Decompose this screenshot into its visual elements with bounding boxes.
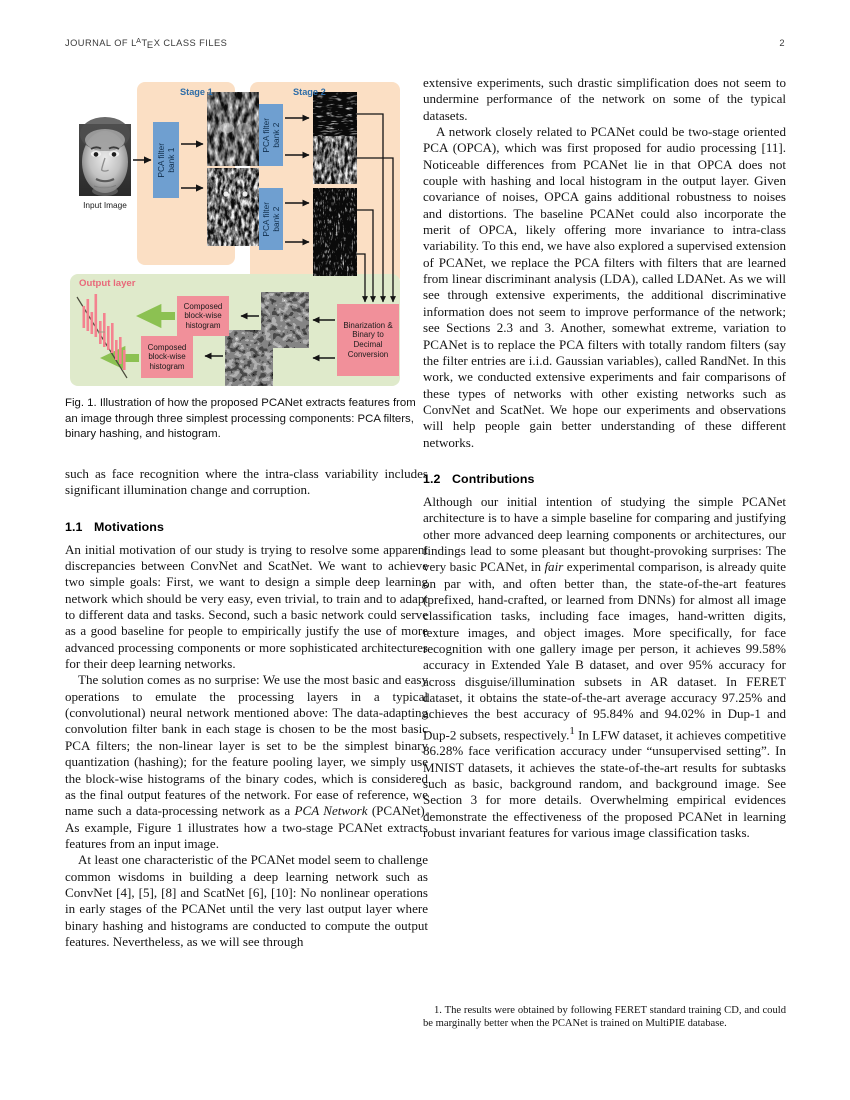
latex-logo-t: T [141,38,148,48]
output-layer-label: Output layer [79,278,136,289]
pca-filter-bank-2a [259,104,283,166]
pca-network-italic: PCA Network [294,803,368,819]
left-column [65,466,428,950]
contributions-part-b: experimental comparison, is already quite on par with, and often better than, the state-of-the-art features (prefixed, hand-crafted, or learned from DNNs) for almost all image classification tasks, including face images, hand-written digits, texture images, and object images. More specifically, for face recognition with one gallery image per person, it achieves 99.58% accuracy in Extended Yale B dataset, and over 95% accuracy for across disguise/illumination subsets in AR dataset. In FERET dataset, it obtains the state-of-the-art average accuracy 97.25% and achieves the best accuracy of 95.84% and 94.02% in Dup-1 and Dup-2 subsets, respectively. [423,559,786,743]
footnote-1-text: The results were obtained by following FERET standard training CD, and could be marginally better when the PCANet is trained on MultiPIE database. [423,1005,786,1030]
composed-histogram-box-2 [141,336,193,378]
stage1-feature-map-top [207,92,259,166]
right-paragraph-1: extensive experiments, such drastic simplification does not seem to undermine performance of the network on some of the typical datasets. [423,75,786,123]
latex-logo-l: L [131,38,137,48]
right-column [423,75,786,841]
page-number: 2 [779,38,785,48]
composed-histogram-box-1-label: Composed block-wise histogram [183,301,223,330]
input-face-image [79,117,131,196]
contributions-part-a: Although our initial intention of studying the simple PCANet architecture is to have a simple baseline for comparing and justifying other more advanced deep learning components or architectures, our findings lead to some pleasant but thought-provoking surprises: The very basic PCANet, in [423,493,786,575]
footnote-area [423,1004,786,1030]
stage-1-label: Stage 1 [180,87,213,97]
motivations-paragraph-1: An initial motivation of our study is trying to resolve some apparent discrepancies between ConvNet and ScatNet. We want to achieve two simple goals: First, we want to design a simple deep learning network which should be very easy, even trivial, to train and to adapt to different data and tasks. Second, such a basic network could serve as a good baseline for people to empirically justify the use of more advanced processing components or more sophisticated architectures for their deep learning networks. [65,541,428,672]
pca-filter-bank-2b [259,188,283,250]
journal-title-prefix: JOURNAL OF [65,38,132,48]
latex-logo-e: E [146,39,154,50]
pca-filter-bank-2a-label: PCA filter bank 2 [261,117,281,153]
right-paragraph-2: A network closely related to PCANet could be two-stage oriented PCA (OPCA), which was first proposed for audio processing [11]. Noticeable differences from PCANet lie in that OPCA does not couple with hashing and local histogram in the output layer. Given covariance of noises, OPCA gains additional robustness to noises and distortions. The baseline PCANet could also incorporate the merit of OPCA, likely offering more invariance to intra-class variability. To this end, we have also explored a supervised extension of PCANet, we replace the PCA filters with filters that are learned from linear discriminant analysis (LDA), called LDANet. As we will see through extensive experiments, the additional discriminative information does not seem to improve performance of the network; see Sections 2.3 and 3. Another, somewhat extreme, variation to PCANet is to replace the PCA filters with totally random filters (say the filter entries are i.i.d. Gaussian variables), called RandNet. In this work, we conducted extensive experiments and fair comparisons of these types of networks with other existing networks such as ConvNet and ScatNet. We hope our experiments and observations will help people gain better understanding of these different networks. [423,124,786,450]
fair-italic: fair [544,559,564,575]
stage2-feature-map-2 [313,136,357,184]
footnote-1-number: 1. [434,1005,442,1016]
section-1-2-number: 1.2 [423,471,441,486]
contributions-paragraph [423,494,786,842]
binarization-box-label: Binarization & Binary to Decimal Conversion [343,320,393,359]
pca-filter-bank-1-label: PCA filter bank 1 [156,142,176,178]
stage2-feature-map-4 [313,232,357,276]
section-1-1-title: Motivations [94,519,164,534]
binarization-box [337,304,399,376]
composed-histogram-box-2-label: Composed block-wise histogram [147,342,187,371]
motivations-paragraph-2 [65,672,428,852]
stage2-feature-map-3 [313,188,357,232]
journal-title [65,38,227,48]
stage2-feature-map-1 [313,92,357,136]
motivations-paragraph-2-part-b: (PCANet). As example, Figure 1 illustrates how a two-stage PCANet extracts features from an input image. [65,803,428,851]
input-image-label: Input Image [83,200,127,210]
pca-filter-bank-2b-label: PCA filter bank 2 [261,201,281,237]
stage1-feature-map-bottom [207,168,259,246]
composed-histogram-box-1 [177,296,229,336]
section-heading-1-2 [423,472,786,486]
section-heading-1-1 [65,520,428,534]
motivations-paragraph-3: At least one characteristic of the PCANet model seem to challenge common wisdoms in building a deep learning network such as ConvNet [4], [5], [8] and ScatNet [6], [10]: No nonlinear operations in early stages of the PCANet until the very last output layer where binary hashing and histograms are conducted to compute the output features. Nevertheless, as we will see through [65,852,428,949]
footnote-1 [423,1004,786,1030]
latex-logo-x: X [153,38,161,48]
contributions-part-c: In LFW dataset, it achieves competitive 86.28% face verification accuracy under “unsupervised setting”. In MNIST datasets, it achieves the state-of-the-art results for subtasks such as basic, background random, and background image. See Section 3 for more details. Overwhelming empirical evidences demonstrate the effectiveness of the proposed PCANet in learning robust invariant features for various image classification tasks. [423,727,786,841]
running-header [65,38,785,48]
section-1-2-title: Contributions [452,471,535,486]
pca-filter-bank-1 [153,122,179,198]
figure-1 [65,78,428,388]
motivations-paragraph-2-part-a: The solution comes as no surprise: We use the most basic and easy operations to emulate the processing layers in a typical (convolutional) neural network mentioned above: The data-adapting convolution filter bank in each stage is chosen to be the most basic PCA filters; the non-linear layer is set to be the simplest binary quantization (hashing); for the feature pooling layer, we simply use the block-wise histograms of the binary codes, which is considered as the final output features of the network. For ease of reference, we name such a data-processing network as a [65,672,428,819]
latex-logo-a: A [136,36,141,46]
journal-title-suffix: CLASS FILES [160,38,228,48]
stage-2-label: Stage 2 [293,87,326,97]
left-intro-paragraph: such as face recognition where the intra-class variability includes significant illumination change and corruption. [65,466,428,498]
footnote-marker: 1 [569,724,575,737]
hash-map-bottom [225,330,273,386]
section-1-1-number: 1.1 [65,519,83,534]
figure-1-caption: Fig. 1. Illustration of how the proposed PCANet extracts features from an image through three simplest processing components: PCA filters, binary hashing, and histogram. [65,397,416,441]
